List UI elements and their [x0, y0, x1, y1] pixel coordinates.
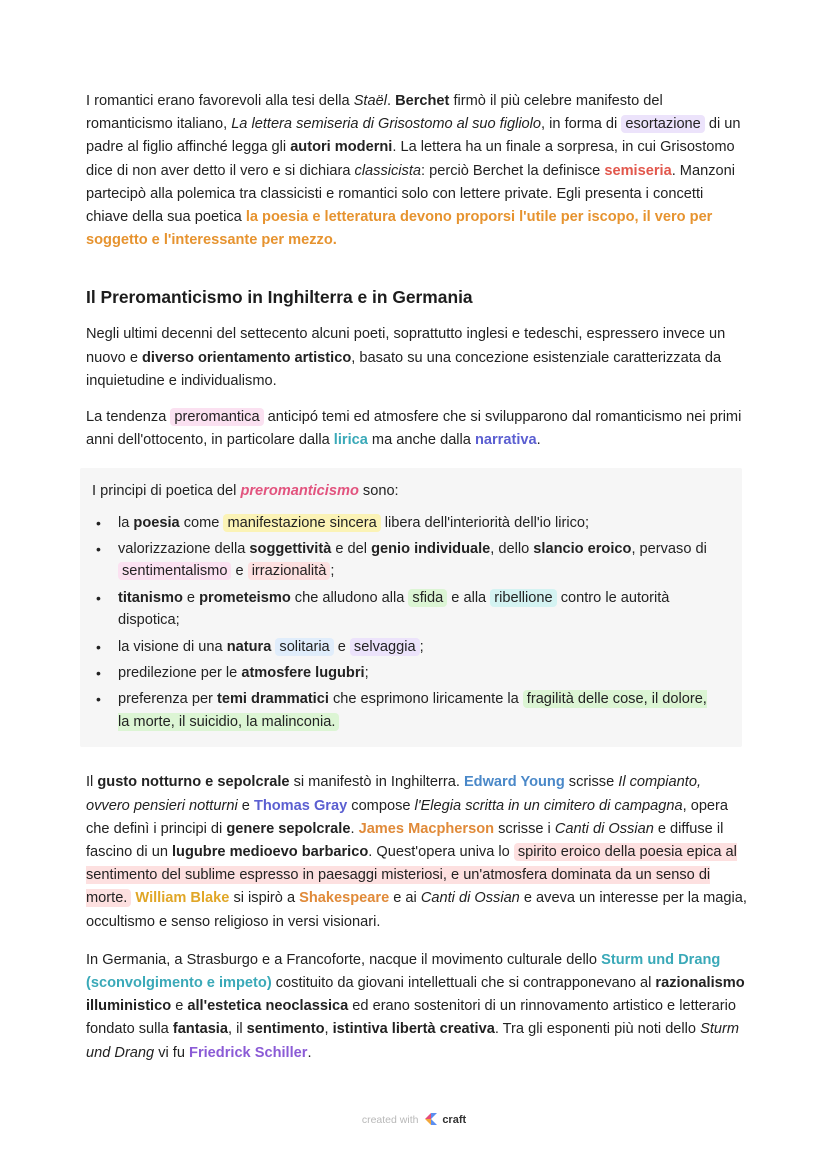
text-autori-moderni: autori moderni — [290, 139, 393, 156]
text-genere-sepolcrale: genere sepolcrale — [226, 820, 351, 837]
text-istintiva-liberta: istintiva libertà creativa — [332, 1021, 495, 1038]
text-friedrick-schiller: Friedrick Schiller — [189, 1044, 308, 1061]
text: I romantici erano favorevoli alla tesi della — [86, 93, 354, 109]
paragraph-intro — [86, 323, 748, 393]
list-item: • predilezione per le atmosfere lugubri; — [118, 662, 726, 684]
craft-logo-icon — [425, 1113, 437, 1125]
text-fantasia: fantasia — [172, 1021, 228, 1038]
highlight-manifestazione: manifestazione sincera — [223, 514, 380, 532]
highlight-sentimentalismo: sentimentalismo — [118, 562, 231, 580]
text: . La lettera ha un finale a sorpresa, in cui Grisostomo dice di non aver detto il vero e si dichiara — [86, 139, 735, 179]
principles-list — [92, 512, 726, 734]
highlight-esortazione: esortazione — [621, 115, 704, 133]
text-edward-young: Edward Young — [463, 774, 565, 791]
footer-brand: craft — [442, 1114, 467, 1126]
paragraph-germania: In Germania, a Strasburgo e a Francoforte, nacque il movimento culturale dello Sturm und Drang (sconvolgimento e impeto) costituito da giovani intellettuali che si contrapponevano al razionalismo illuministico e all'estetica neoclassica ed erano sostenitori di un rinnovamento artistico e letterario fondato sulla fantasia, il sentimento, istintiva libertà creativa. Tra gli esponenti più noti dello Sturm und Drang vi fu Friedrick Schiller. — [86, 951, 745, 1061]
text-classicista: classicista — [354, 162, 422, 179]
text-estetica-neoclassica: all'estetica neoclassica — [187, 998, 349, 1015]
text: . — [386, 93, 396, 109]
callout-intro — [92, 480, 726, 503]
text-lugubre-medioevo: lugubre medioevo barbarico — [172, 843, 369, 860]
list-item: • la visione di una natura solitaria e selvaggia ; — [118, 636, 726, 658]
footer-created-with: created with — [361, 1114, 419, 1126]
highlight-solitaria: solitaria — [275, 638, 333, 656]
text-canti-ossian: Canti di Ossian — [420, 890, 520, 907]
text: . Manzoni partecipò alla polemica tra classicisti e romantici solo con lettere private. Egli presenta i concetti chiave della sua poetica — [86, 162, 735, 226]
list-item: • valorizzazione della soggettività e del genio individuale, dello slancio eroico, pervaso di sentimentalismo e irrazionalità ; — [118, 538, 726, 583]
paragraph-tendenza — [86, 406, 748, 452]
text-natura: natura — [226, 638, 272, 655]
text-sentimento: sentimento — [246, 1021, 325, 1038]
text: firmò il più celebre manifesto del romanticismo italiano, — [86, 93, 663, 133]
text-narrativa: narrativa — [474, 432, 537, 449]
highlight-fragilita: fragilità delle cose, il dolore, la morte, il suicidio, la malinconia. — [118, 691, 707, 730]
highlight-ribellione: ribellione — [490, 589, 556, 607]
text-stael: Staël — [353, 93, 387, 109]
text-atmosfere: atmosfere lugubri — [241, 665, 365, 682]
text-lirica: lirica — [333, 432, 368, 449]
callout-box — [80, 468, 742, 747]
paragraph-berchet — [86, 90, 748, 252]
text: ma anche dalla — [367, 432, 475, 449]
text-thomas-gray: Thomas Gray — [253, 797, 348, 814]
text-elegia: l'Elegia scritta in un cimitero di campagna — [414, 797, 683, 814]
list-item: • la poesia come manifestazione sincera libera dell'interiorità dell'io lirico; — [118, 512, 726, 534]
text: sono: — [358, 483, 399, 500]
paragraph-inghilterra: Il gusto notturno e sepolcrale si manifestò in Inghilterra. Edward Young scrisse Il compianto, ovvero pensieri notturni e Thomas Gray compose l'Elegia scritta in un cimitero di campagna, opera che definì i principi di genere sepolcrale. James Macpherson scrisse i Canti di Ossian e diffuse il fascino di un lugubre medioevo barbarico. Quest'opera univa lo spirito eroico della poesia epica al sentimento del sublime espresso in paesaggi misteriosi, e un'atmosfera dominata da un senso di morte. William Blake si ispirò a Shakespeare e ai Canti di Ossian e aveva un interesse per la magia, occultismo e senso religioso in versi visionari. — [86, 774, 747, 930]
text-sturm-und-drang: Sturm und Drang — [86, 1021, 740, 1061]
list-item: • titanismo e prometeismo che alludono alla sfida e alla ribellione contro le autorità dispotica; — [118, 587, 726, 632]
text-gusto-notturno: gusto notturno e sepolcrale — [97, 774, 290, 791]
text: , in forma di — [541, 116, 622, 133]
text-razionalismo: razionalismo illuministico — [86, 974, 745, 1015]
section-heading: Il Preromanticismo in Inghilterra e in Germania — [86, 287, 473, 308]
text: di un padre al figlio affinché legga gli — [86, 116, 741, 156]
text-slancio: slancio eroico — [533, 541, 632, 558]
text-lettera-title: La lettera semiseria di Grisostomo al suo figliolo — [231, 116, 542, 133]
text: La tendenza — [86, 409, 171, 426]
text: I principi di poetica del — [92, 483, 241, 500]
text-prometeismo: prometeismo — [199, 589, 291, 606]
text-genio: genio individuale — [371, 541, 491, 558]
text-poetica-manzoni: la poesia e letteratura devono proporsi l'utile per iscopo, il vero per soggetto e l'interessante per mezzo. — [86, 209, 713, 249]
text: , basato su una concezione esistenziale caratterizzata da inquietudine e individualismo. — [86, 349, 722, 389]
text-preromanticismo: preromanticismo — [240, 483, 359, 500]
text-diverso-orientamento: diverso orientamento artistico — [142, 349, 352, 366]
footer-craft[interactable] — [0, 1113, 828, 1126]
highlight-preromantica: preromantica — [170, 408, 263, 426]
list-item: • preferenza per temi drammatici che esprimono liricamente la fragilità delle cose, il dolore, la morte, il suicidio, la malinconia. — [118, 688, 726, 733]
text: Negli ultimi decenni del settecento alcuni poeti, soprattutto inglesi e tedeschi, espressero invece un nuovo e — [86, 326, 726, 366]
text-compianto: Il compianto, ovvero pensieri notturni — [86, 774, 702, 814]
text-poesia: poesia — [133, 514, 180, 531]
highlight-irrazionalita: irrazionalità — [248, 562, 331, 580]
text-sturm-und-drang: Sturm und Drang (sconvolgimento e impeto) — [86, 951, 721, 991]
highlight-selvaggia: selvaggia — [350, 638, 420, 656]
text-shakespeare: Shakespeare — [299, 890, 390, 907]
text-berchet: Berchet — [395, 93, 450, 109]
text-temi-drammatici: temi drammatici — [216, 691, 329, 708]
highlight-spirito-eroico: spirito eroico della poesia epica al sentimento del sublime espresso in paesaggi misteriosi, e un'atmosfera dominata da un senso di morte. — [86, 843, 737, 907]
text: anticipó temi ed atmosfere che si svilupparono dal romanticismo nei primi anni dell'ottocento, in particolare dalla — [86, 409, 742, 449]
text-canti-ossian: Canti di Ossian — [554, 820, 654, 837]
document — [86, 90, 748, 1065]
text-william-blake: William Blake — [135, 890, 230, 907]
text-semiseria: semiseria — [604, 162, 672, 179]
text-titanismo: titanismo — [118, 589, 183, 606]
text-soggettivita: soggettività — [249, 541, 332, 558]
text: : perciò Berchet la definisce — [421, 162, 605, 179]
text-james-macpherson: James Macpherson — [358, 820, 495, 837]
text: . — [536, 432, 541, 449]
highlight-sfida: sfida — [408, 589, 447, 607]
